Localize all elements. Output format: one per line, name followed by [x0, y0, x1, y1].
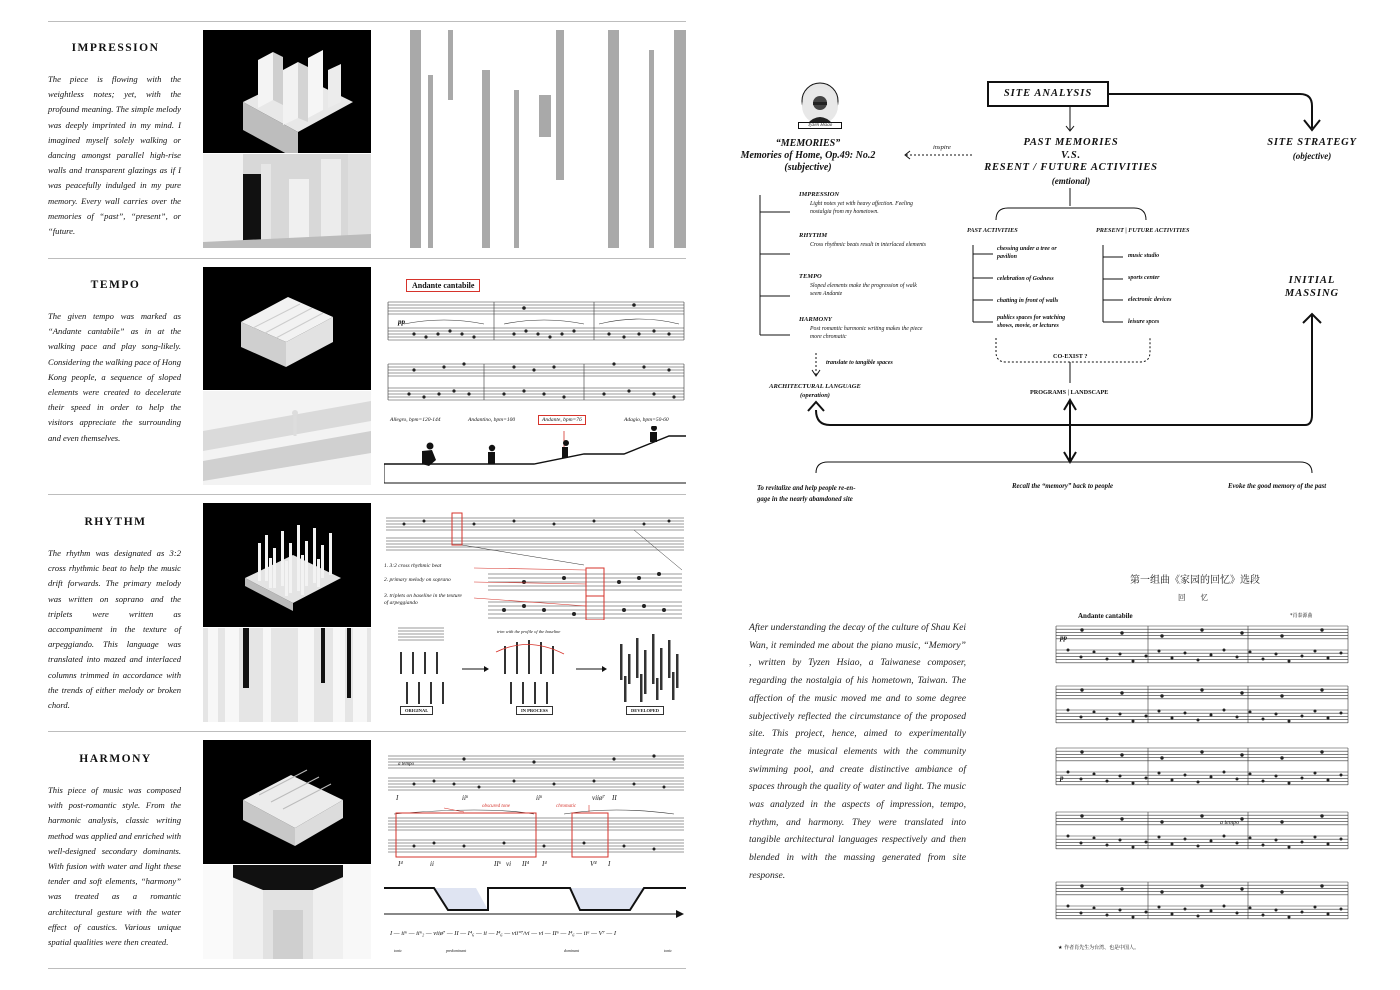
element-tempo [799, 273, 929, 298]
divider [48, 494, 686, 495]
roman-row-1-II: II [612, 794, 617, 802]
harmony-section-profile [384, 880, 686, 925]
initial-massing-line-2: MASSING [1284, 288, 1340, 299]
present-activity-3: electronic devices [1128, 297, 1172, 303]
andantino-label: Andantino, bpm=100 [468, 417, 516, 423]
past-memories-line-3: RESENT / FUTURE ACTIVITIES [984, 162, 1158, 173]
past-memories-block [966, 137, 1176, 187]
initial-massing-block [1262, 274, 1362, 300]
a-tempo-label: a tempo [398, 762, 414, 767]
element-name: IMPRESSION [799, 191, 840, 198]
andante-cantabile-marking: Andante cantabile [406, 279, 480, 292]
tempo-perspective-image [203, 391, 371, 485]
present-activities-title: PRESENT | FUTURE ACTIVITIES [1096, 227, 1190, 234]
present-activity-1: music studio [1128, 253, 1160, 259]
stage-original: ORIGINAL [400, 706, 433, 715]
element-name: RHYTHM [799, 232, 828, 239]
group-tonic-end: tonic [664, 948, 672, 953]
sheet-footnote: ★ 作者肖先生为台湾、也是中国人。 [1058, 945, 1140, 951]
sheet-composer: *肖泰源曲 [1290, 613, 1313, 619]
programs-label: PROGRAMS | LANDSCAPE [1030, 389, 1109, 396]
roman-row-1-ii6b: ii⁶ [536, 794, 543, 802]
roman-row-2-V4: V⁴ [590, 860, 597, 868]
tempo-diagram [384, 276, 686, 486]
roman-row-1-i: I [396, 794, 399, 802]
element-desc: Post romantic harmonic writing makes the piece more chromatic [810, 326, 923, 340]
sheet-subtitle: 回 忆 [1178, 593, 1208, 602]
roman-row-2-II6: II⁶ [494, 860, 502, 868]
past-memories-line-1: PAST MEMORIES [1023, 137, 1119, 148]
rhythm-note-2: 2. primary melody on soprano [384, 577, 451, 583]
stage-developed: DEVELOPED [626, 706, 664, 715]
roman-row-2-I4b: I⁴ [542, 860, 547, 868]
group-predominant: predominant [446, 948, 467, 953]
trim-note: trim with the profile of the baseline [497, 629, 561, 634]
tempo-score [384, 294, 686, 409]
allegro-label: Allegro, bpm=120-144 [390, 417, 441, 423]
past-activity-2: celebration of Godness [997, 276, 1054, 282]
sheet-title: 第一组曲《家园的回忆》选段 [1130, 575, 1260, 586]
harmony-progression: I — ii⁶ — ii⁶₂ — viiø⁷ — II — I⁴₆ — ii — I⁴₆ — vii°⁷/vi — vi — II⁶ — I⁴₆ — ii⁶ — V⁷ — I [390, 930, 616, 937]
inspire-label: inspire [933, 144, 951, 151]
harmony-title: HARMONY [79, 753, 152, 765]
element-harmony [799, 316, 929, 341]
rhythm-title: RHYTHM [84, 516, 147, 528]
project-description: After understanding the decay of the culture of Shau Kei Wan, it reminded me about the piano music, “Memory” , written by Tyzen Hsiao, a Taiwanese composer, regarding the nostalgia of his hometown, Taiwan. The affection of the music moved me and to some degree subjectively reflected the circumstance of the proposed site. This project, hence, aimed to experimentally integrate the musical elements with the community swimming pool, and create distinctive ambiance of spaces through the quality of water and light. The music was analyzed in the aspects of impression, tempo, rhythm, and harmony. They were translated into tangible architectural languages respectively and then blended in with the massing generated from site response. [749, 622, 966, 881]
coexist-label: CO-EXIST ? [1053, 353, 1088, 360]
group-dominant: dominant [564, 948, 580, 953]
arch-language-block [760, 382, 870, 400]
element-desc: Light notes yet with heavy affection. Feeling nostalgia from my hometown. [810, 201, 913, 215]
divider [48, 258, 686, 259]
arch-language-type: (operation) [800, 392, 830, 399]
divider [48, 21, 686, 22]
rhythm-diagram [384, 510, 686, 722]
harmony-model-image [203, 740, 371, 864]
translate-label: translate to tangible spaces [826, 360, 893, 366]
pp-dynamic: pp [398, 318, 405, 326]
rhythm-note-1: 1. 3:2 cross rhythmic beat [384, 563, 442, 569]
rhythm-model-image [203, 503, 371, 627]
element-desc: Sloped elements make the progression of walk seem Andante [810, 283, 917, 297]
site-strategy-title: SITE STRATEGY [1267, 137, 1357, 148]
rhythm-note-3: 3. triplets on baseline in the texture of arpeggiando [384, 593, 462, 606]
divider [48, 968, 686, 969]
rhythm-perspective-image [203, 628, 371, 722]
harmony-text: This piece of music was composed with post-romantic style. From the harmonic analysis, classic writing method was applied and enriched with well-designed secondary dominants. With fusion with water and light these tender and soft elements, “harmony” was treated as a romantic architectural gesture with the water effect of caustics. Various unique spatial qualities were then created. [48, 785, 181, 948]
past-activity-4: publics spaces for watching shows, movie, or lectures [997, 315, 1066, 329]
group-tonic-start: tonic [394, 948, 402, 953]
impression-title: IMPRESSION [71, 42, 160, 54]
tempo-title: TEMPO [90, 279, 141, 291]
harmony-score [384, 748, 686, 878]
present-activity-4: leisure spces [1128, 319, 1160, 325]
element-desc: Cross rhythmic beats result in interlaced elements [810, 242, 927, 248]
roman-row-2-I: I [608, 860, 611, 868]
site-strategy-block [1252, 137, 1372, 162]
harmony-perspective-image [203, 865, 371, 959]
goal-evoke-memory: Evoke the good memory of the past [1228, 483, 1327, 490]
stage-in-process: IN PROCESS [516, 706, 553, 715]
memories-subtitle: Memories of Home, Op.49: No.2 [740, 150, 876, 161]
obscured-tone-label: obscured tone [482, 804, 511, 809]
rhythm-text: The rhythm was designated as 3:2 cross rhythmic beat to help the music drift forwards. The primary melody was written on soprano and the triplets were written as accompaniment in the texture of arpeggiando. This language was translated into mazed and interlaced columns trimmed in accordance with the trends of either melody or broken chord. [48, 548, 181, 711]
sheet-a-tempo: a tempo [1220, 820, 1240, 826]
present-activity-2: sports center [1128, 275, 1160, 281]
roman-row-2-II4: II⁴ [522, 860, 530, 868]
past-activity-3: chatting in front of walls [997, 298, 1059, 304]
roman-row-2-ii: ii [430, 860, 434, 868]
roman-row-1-ii6: ii⁶ [462, 794, 469, 802]
sheet-music-score [1052, 620, 1352, 942]
tempo-text: The given tempo was marked as “Andante cantabile” as in at the walking pace and play song-likely. Considering the walking pace of Hong Kong people, a sequence of sloped elements were created to decelerate their speed in order to help the visitors appreciate the surrounding and even themselves. [48, 311, 181, 443]
goal-revitalize-line-2: gage in the nearly abamdoned site [757, 496, 853, 503]
past-memories-type: (emtional) [1051, 175, 1091, 186]
impression-wall-diagram [384, 30, 686, 248]
memories-type: (subjective) [784, 162, 832, 173]
sheet-marking: Andante cantabile [1078, 612, 1133, 620]
portrait-caption: Tyzen Hsiao [798, 122, 842, 129]
divider [48, 731, 686, 732]
impression-model-image [203, 30, 371, 153]
sheet-pp: pp [1060, 634, 1067, 642]
past-activities-title: PAST ACTIVITIES [967, 227, 1018, 234]
walking-slope-diagram [384, 426, 686, 486]
goal-revitalize [757, 483, 887, 505]
tempo-model-image [203, 267, 371, 390]
site-strategy-type: (objective) [1292, 150, 1332, 161]
element-rhythm [799, 232, 929, 250]
roman-row-1-vii: viiø⁷ [592, 794, 605, 802]
memories-title: “MEMORIES” [775, 138, 841, 149]
portrait-image [802, 88, 838, 124]
adagio-label: Adagio, bpm=50-60 [624, 417, 669, 423]
element-impression [799, 191, 929, 216]
initial-massing-line-1: INITIAL [1288, 275, 1336, 286]
goal-revitalize-line-1: To revitalize and help people re-en- [757, 485, 856, 492]
impression-text: The piece is flowing with the weightless notes; yet, with the profound meaning. The simple melody was deeply imprinted in my mind. I imagined myself solely walking or dancing amongst parallel high-rise walls and transparent glazings as if I was peacefully indulged in my pure memory. Every wall carries over the memories of “past”, “present”, or “future. [48, 74, 181, 237]
past-activity-1: chessing under a tree or pavilion [997, 246, 1057, 260]
impression-perspective-image [203, 154, 371, 248]
site-analysis-box: SITE ANALYSIS [1003, 88, 1093, 99]
past-memories-line-2: V.S. [1061, 149, 1081, 161]
memories-block [738, 138, 878, 174]
goal-recall-memory: Recall the “memory” back to people [1012, 483, 1113, 490]
roman-row-2-vi: vi [506, 860, 512, 868]
chromatic-label: chromatic [556, 804, 577, 809]
roman-row-2-I4: I⁴ [398, 860, 403, 868]
sheet-p: p [1060, 774, 1064, 782]
harmony-diagram [384, 748, 686, 960]
andante-label: Andante, bpm=76 [538, 415, 586, 425]
element-name: TEMPO [799, 273, 822, 280]
arch-language-title: ARCHITECTURAL LANGUAGE [769, 383, 861, 390]
element-name: HARMONY [799, 316, 832, 323]
